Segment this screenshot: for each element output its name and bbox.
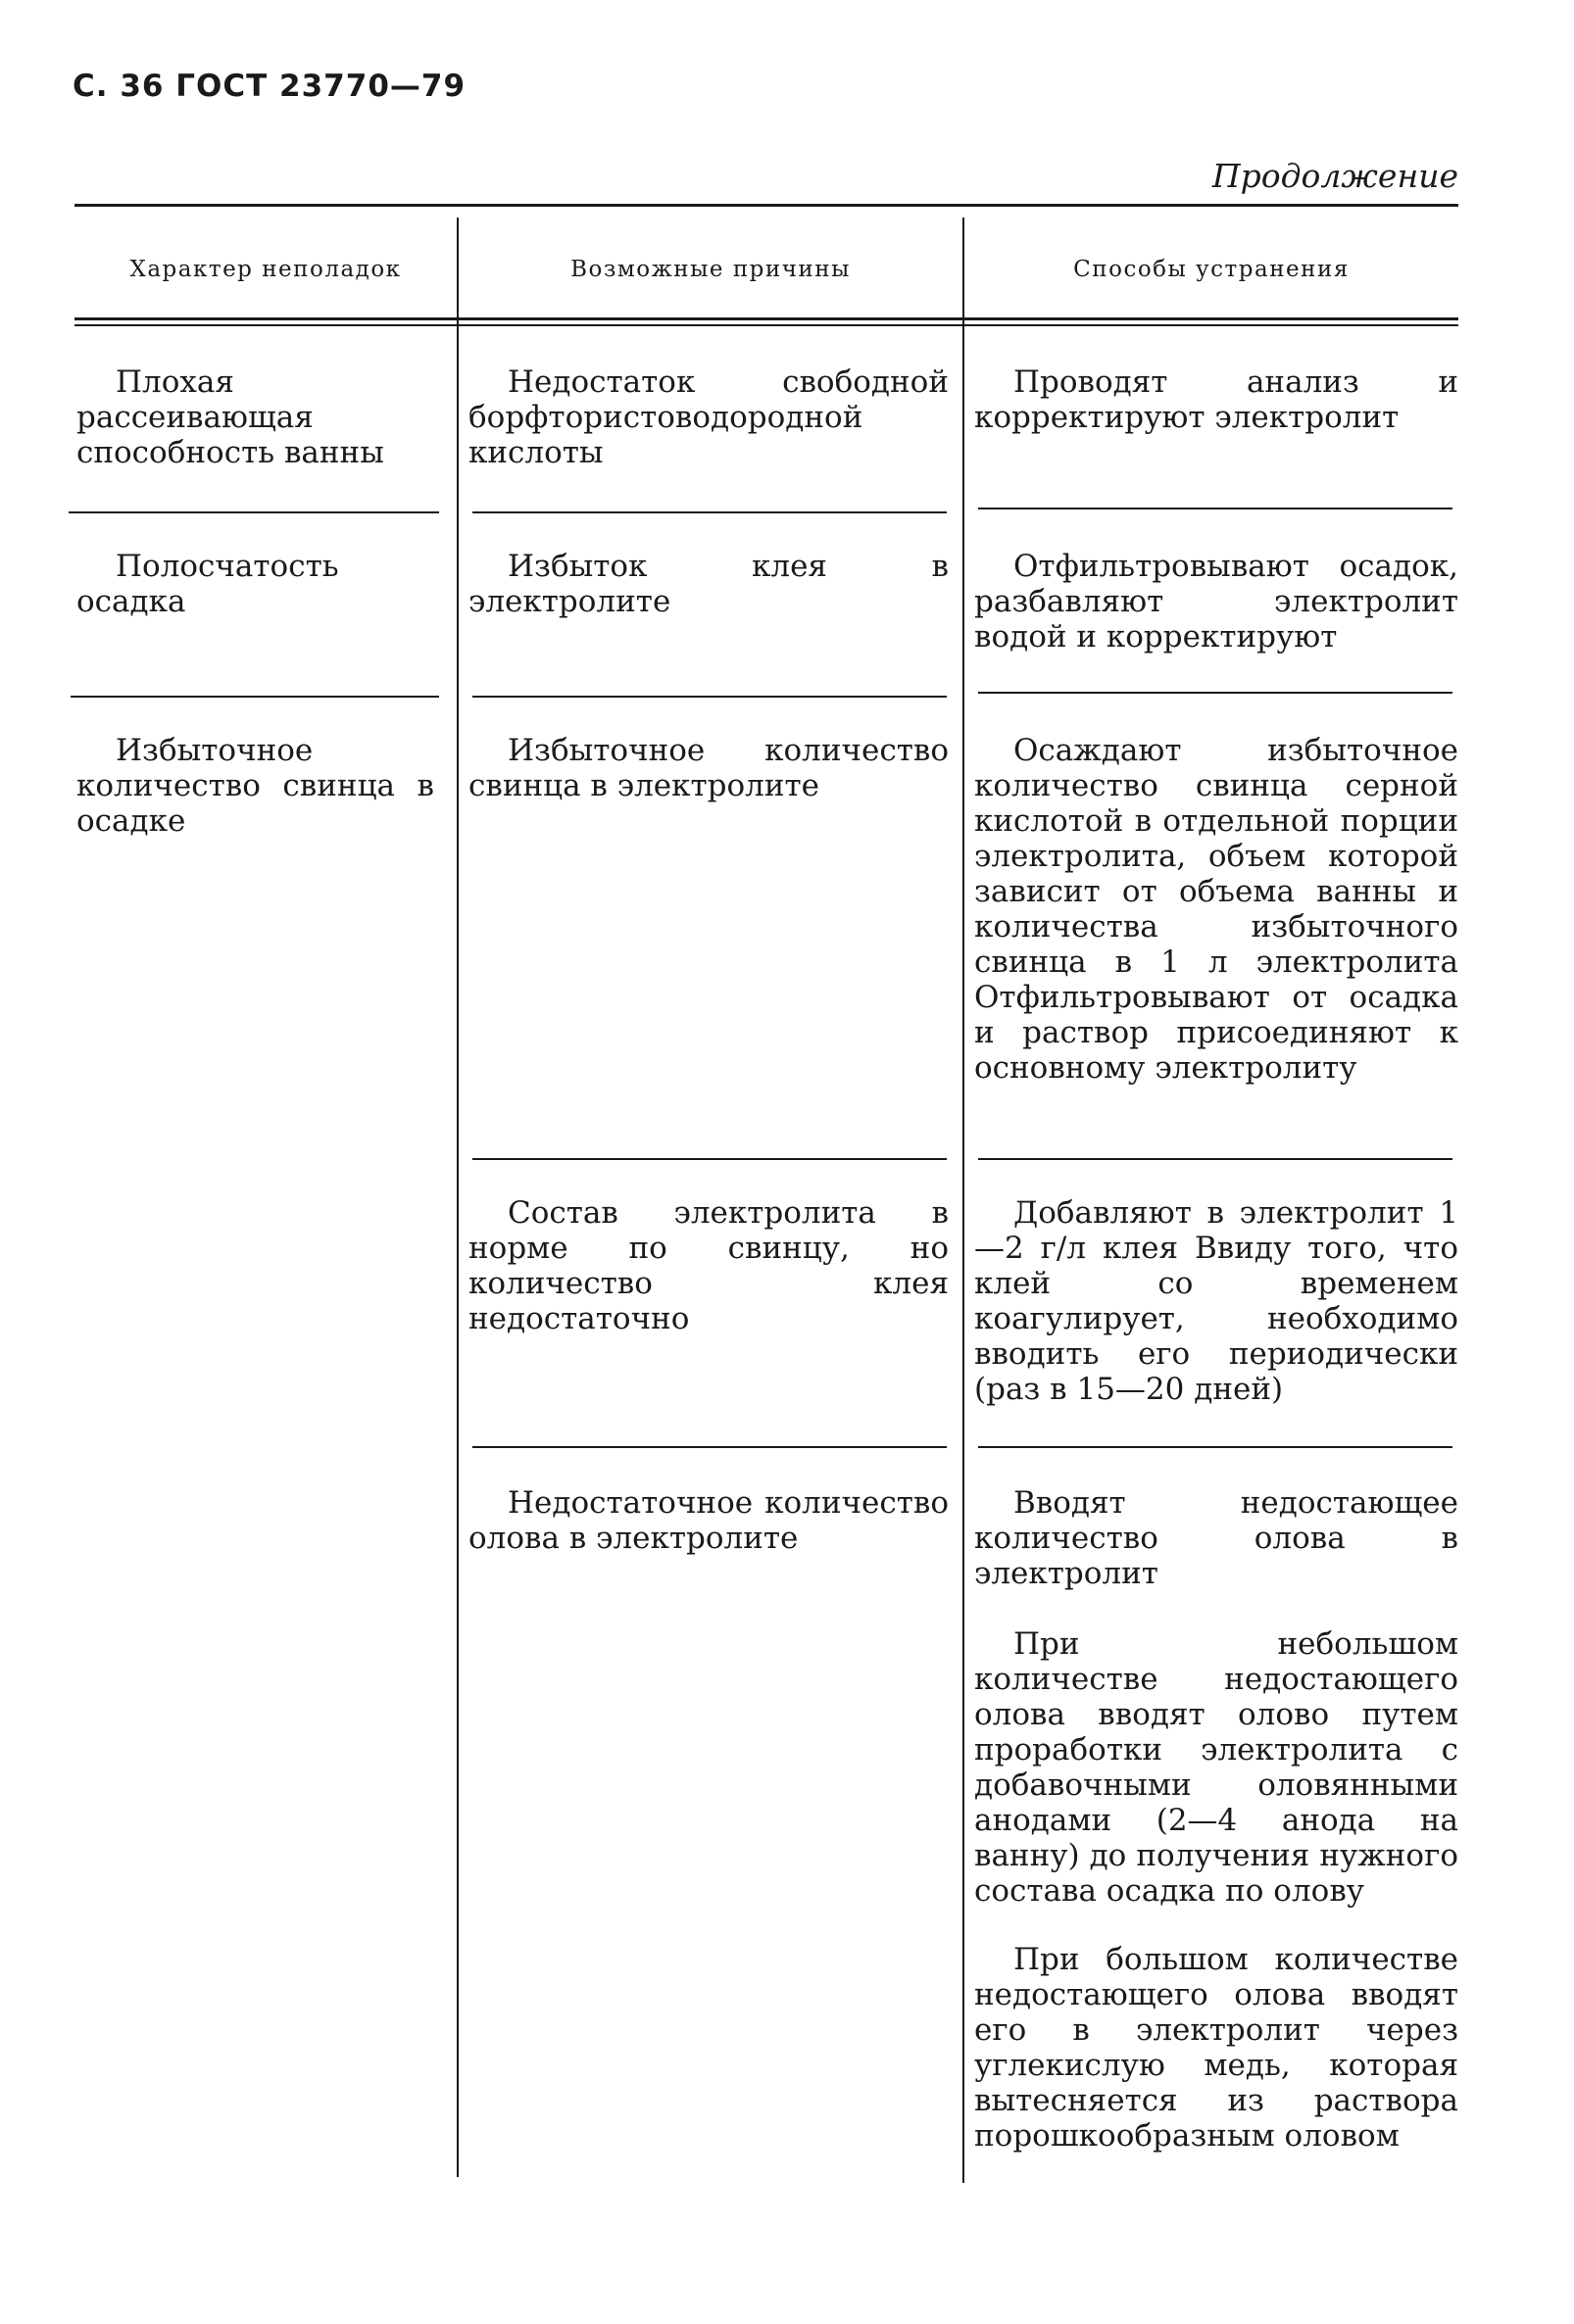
table-cell-remedy: Вводят недостающее количество олова в электролит xyxy=(974,1485,1458,1591)
column-divider-2 xyxy=(962,218,964,2183)
row-divider xyxy=(978,692,1452,694)
table-cell-cause: Избыточное количество свинца в электролите xyxy=(468,733,949,803)
table-cell-remedy: При небольшом количестве недостающего олова вводят олово путем проработки электролита с добавочными оловянными анодами (2—4 анода на ванну) до получения нужного состава осадка по олову xyxy=(974,1626,1458,1909)
row-divider xyxy=(978,508,1452,509)
row-divider xyxy=(69,511,439,513)
row-divider xyxy=(472,511,947,513)
table-cell-defect: Плохая рассеивающая способность ванны xyxy=(76,364,384,470)
table-cell-remedy: При большом количестве недостающего олова вводят его в электролит через углекислую медь, которая вытесняется из раствора порошкообразным оловом xyxy=(974,1942,1458,2154)
table-cell-cause: Недостаток свободной борфтористоводородной кислоты xyxy=(468,364,949,470)
table-cell-defect: Избыточное количество свинца в осадке xyxy=(76,733,434,839)
table-cell-cause: Состав электролита в норме по свинцу, но количество клея недостаточно xyxy=(468,1195,949,1336)
table-top-rule xyxy=(74,204,1458,207)
row-divider xyxy=(472,696,947,698)
row-divider xyxy=(472,1158,947,1160)
page-reference: С. 36 ГОСТ 23770—79 xyxy=(73,69,467,104)
column-divider-1 xyxy=(457,218,459,2177)
continuation-label: Продолжение xyxy=(1211,157,1458,195)
table-cell-remedy: Проводят анализ и корректируют электролит xyxy=(974,364,1458,435)
column-header-cause: Возможные причины xyxy=(570,257,851,282)
table-cell-cause: Недостаточное количество олова в электролите xyxy=(468,1485,949,1556)
table-cell-remedy: Осаждают избыточное количество свинца серной кислотой в отдельной порции электролита, объем которой зависит от объема ванны и количества избыточного свинца в 1 л электролита Отфильтровывают от осадка и раствор присоединяют к основному электролиту xyxy=(974,733,1458,1086)
column-header-defect: Характер неполадок xyxy=(129,257,402,282)
row-divider xyxy=(978,1158,1452,1160)
table-cell-defect: Полосчатость осадка xyxy=(76,549,339,619)
table-cell-cause: Избыток клея в электролите xyxy=(468,549,949,619)
header-bottom-rule-2 xyxy=(74,324,1458,326)
column-header-remedy: Способы устранения xyxy=(1073,257,1350,282)
row-divider xyxy=(472,1446,947,1448)
row-divider xyxy=(71,696,439,698)
table-cell-remedy: Добавляют в электролит 1—2 г/л клея Ввиду того, что клей со временем коагулирует, необходимо вводить его периодически (раз в 15—20 дней) xyxy=(974,1195,1458,1407)
header-bottom-rule xyxy=(74,317,1458,320)
table-cell-remedy: Отфильтровывают осадок, разбавляют электролит водой и корректируют xyxy=(974,549,1458,654)
row-divider xyxy=(978,1446,1452,1448)
